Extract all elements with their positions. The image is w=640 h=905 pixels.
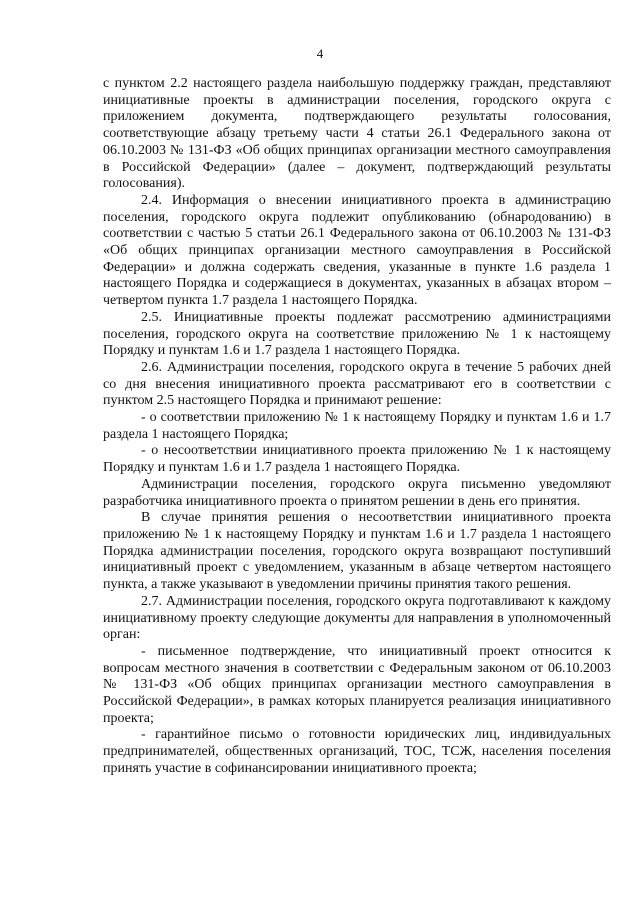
paragraph-2-7: 2.7. Администрации поселения, городского округа подготавливают к каждому инициативному проекту следующие документы для направления в уполномоченный орган:: [103, 593, 611, 643]
list-item-noncompliance: - о несоответствии инициативного проекта приложению № 1 к настоящему Порядку и пунктам 1.6 и 1.7 раздела 1 настоящего Порядка.: [103, 443, 611, 476]
paragraph-continuation: с пунктом 2.2 настоящего раздела наибольшую поддержку граждан, представляют инициативные проекты в администрации поселения, городского округа с приложением документа, подтверждающего результаты голосования, соответствующие абзацу третьему части 4 статьи 26.1 Федерального закона от 06.10.2003 № 131-ФЗ «Об общих принципах организации местного самоуправления в Российской Федерации» (далее – документ, подтверждающий результаты голосования).: [103, 76, 611, 192]
paragraph-2-4: 2.4. Информация о внесении инициативного проекта в администрацию поселения, городского округа подлежит опубликованию (обнародованию) в соответствии с частью 5 статьи 26.1 Федерального закона от 06.10.2003 № 131-ФЗ «Об общих принципах организации местного самоуправления в Российской Федерации» и должна содержать сведения, указанные в пункте 1.6 раздела 1 настоящего Порядка и содержащиеся в документах, указанных в абзацах втором – четвертом пункта 1.7 раздела 1 настоящего Порядка.: [103, 192, 611, 309]
paragraph-notification: Администрации поселения, городского округа письменно уведомляют разработчика инициативного проекта о принятом решении в день его принятия.: [103, 476, 611, 509]
paragraph-2-6: 2.6. Администрации поселения, городского округа в течение 5 рабочих дней со дня внесения инициативного проекта рассматривают его в соответствии с пунктом 2.5 настоящего Порядка и принимают решение:: [103, 359, 611, 409]
list-item-compliance: - о соответствии приложению № 1 к настоящему Порядку и пунктам 1.6 и 1.7 раздела 1 настоящего Порядка;: [103, 410, 611, 442]
paragraph-2-5: 2.5. Инициативные проекты подлежат рассмотрению администрациями поселения, городского округа на соответствие приложению № 1 к настоящему Порядку и пунктам 1.6 и 1.7 раздела 1 настоящего Порядка.: [103, 309, 611, 359]
list-item-confirmation: - письменное подтверждение, что инициативный проект относится к вопросам местного значения в соответствии с Федеральным законом от 06.10.2003 № 131-ФЗ «Об общих принципах организации местного самоуправления в Российской Федерации», в рамках которых планируется реализация инициативного проекта;: [103, 643, 611, 726]
list-item-guarantee-letter: - гарантийное письмо о готовности юридических лиц, индивидуальных предпринимателей, общественных организаций, ТОС, ТСЖ, населения поселения принять участие в софинансировании инициативного проекта;: [103, 727, 611, 776]
page-number: 4: [316, 46, 324, 61]
document-body: [103, 76, 611, 778]
paragraph-rejection: В случае принятия решения о несоответствии инициативного проекта приложению № 1 к настоящему Порядку и пунктам 1.6 и 1.7 раздела 1 настоящего Порядка администрации поселения, городского округа возвращают поступивший инициативный проект с уведомлением, указанным в абзаце четвертом настоящего пункта, а также указывают в уведомлении причины принятия такого решения.: [103, 510, 611, 593]
